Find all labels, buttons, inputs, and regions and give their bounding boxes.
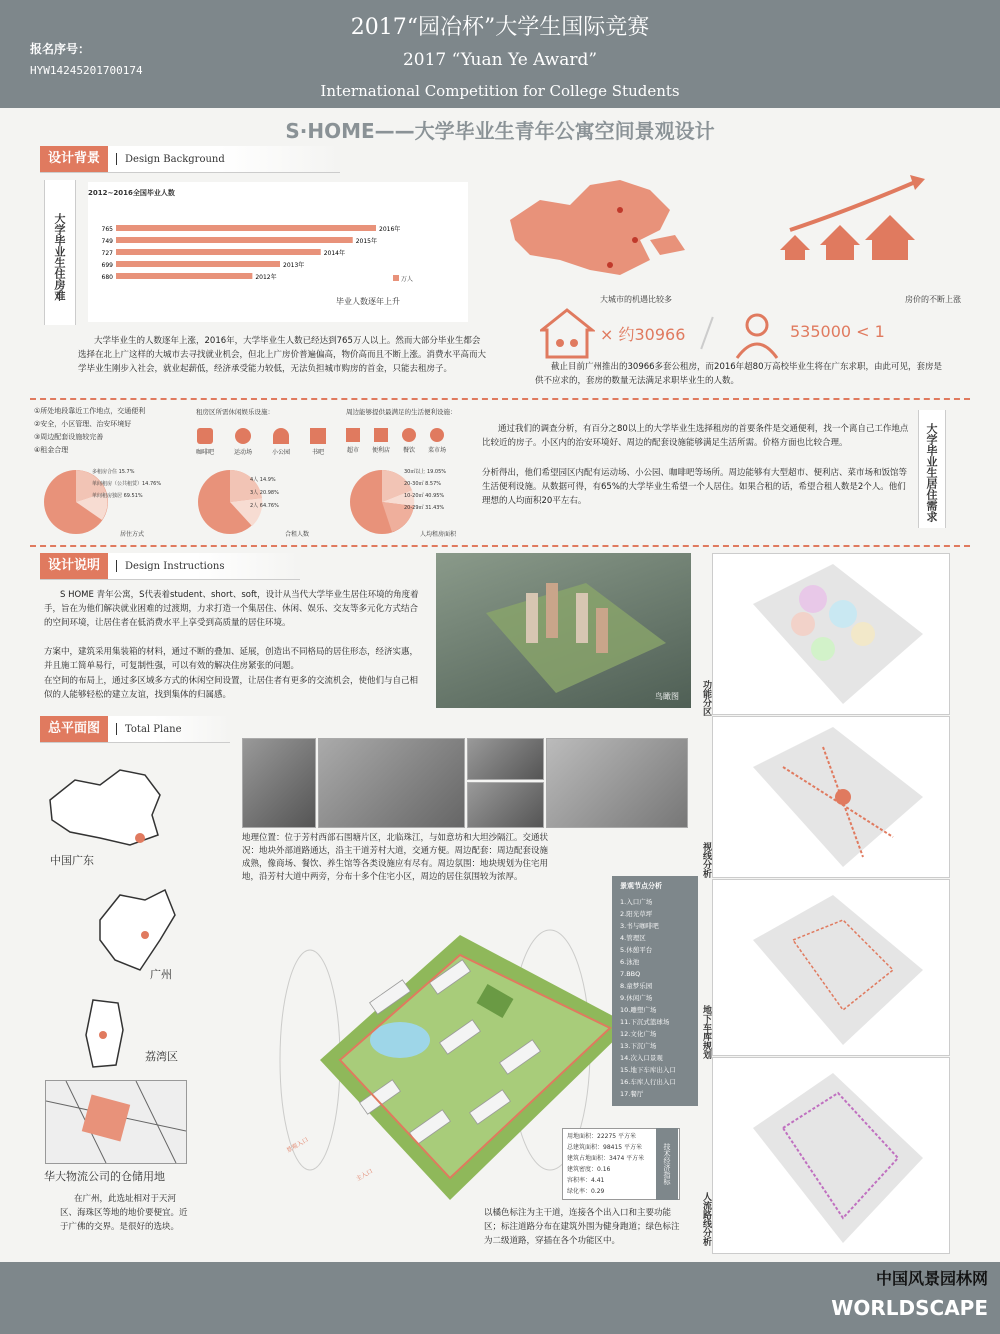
survey-item: ②安全，小区管理、治安环境好 <box>34 420 132 428</box>
legend-item: 5.休憩平台 <box>620 946 653 954</box>
bar-2013年 <box>116 261 280 267</box>
store-icon: 便利店 <box>372 428 390 454</box>
divider <box>116 153 117 165</box>
coffee-icon: 咖啡吧 <box>196 428 214 456</box>
legend-title: 景观节点分析 <box>620 882 662 890</box>
instructions-paragraph-1: S HOME 青年公寓，S代表着student、short、soft，设计从当代大学毕业生居住环境的角度着手，旨在为他们解决就业困难的过渡期，力求打造一个集居住、休闲、娱乐、交友等多元化方式结合的空间环境，让居住者在低消费水平上享受到高质量的居住环境。 <box>44 590 419 628</box>
survey-paragraph-1: 通过我们的调查分析，有百分之80以上的大学毕业生选择租房的首要条件是交通便利，找一个离自己工作地点比较近的房子。小区内的治安环境好、周边的配套设施能够满足生活所需。价格方面也比较合理。 <box>482 424 909 448</box>
legend-item: 10.雕塑广场 <box>620 1006 657 1014</box>
map-caption: 大城市的机遇比较多 <box>600 295 672 304</box>
divider <box>116 723 117 735</box>
econ-item: 容积率：4.41 <box>567 1177 605 1184</box>
gate-label-landscape: 景观入口 <box>285 1136 310 1155</box>
legend-item: 4.管理区 <box>620 934 646 942</box>
section-subtitle: Design Background <box>125 153 225 165</box>
side-label-needs: 大学毕业生居住需求 <box>918 410 946 528</box>
bar-category-label: 2015年 <box>355 238 378 245</box>
site-photo-2 <box>318 738 465 828</box>
map-label-guangzhou: 广州 <box>150 968 172 981</box>
bar-value-label: 727 <box>101 250 113 257</box>
analysis-panel-function <box>712 553 950 715</box>
divider <box>116 560 117 572</box>
food-icon: 餐饮 <box>402 428 416 454</box>
side-label-housing: 大学毕业生住房难 <box>44 180 76 325</box>
bar-2016年 <box>116 225 376 231</box>
stat-rentals: × 约30966 <box>600 325 686 344</box>
bg-paragraph-2: 截止目前广州推出的30966多套公租房，而2016年超80万高校毕业生将在广东求职，由此可见，套房是供不应求的，套房的数量无法满足求职毕业生的人数。 <box>535 362 942 386</box>
roads-paragraph: 以橘色标注为主干道，连接各个出入口和主要功能区；标注道路分布在建筑外围为健身跑道；绿色标注为二级道路，穿插在各个功能区中。 <box>484 1208 680 1246</box>
site-photo-5 <box>546 738 688 828</box>
header-banner <box>0 0 1000 108</box>
map-label-site: 华大物流公司的仓储用地 <box>44 1170 165 1183</box>
title-en1: 2017 “Yuan Ye Award” <box>402 50 598 70</box>
reg-number: HYW14245201700174 <box>30 64 143 77</box>
pie2-labels: 4人 14.9% 3人 20.98% 2人 64.76% <box>250 477 279 509</box>
legend-item: 9.休闲广场 <box>620 994 653 1002</box>
section-title: 设计说明 <box>40 553 108 579</box>
pie3-labels: 30㎡以上 19.05% 20-30㎡ 8.57% 10-20㎡ 40.95% 20-29㎡ 31.43% <box>404 469 447 511</box>
econ-item: 用地面积：22275 平方米 <box>567 1133 636 1140</box>
analysis-panel-sight <box>712 716 950 878</box>
chart-legend <box>393 274 413 283</box>
map-label-liwan: 荔湾区 <box>145 1050 178 1063</box>
title-en2: International Competition for College Students <box>320 82 680 100</box>
section-instructions-header <box>40 553 300 580</box>
market-icon: 菜市场 <box>428 428 446 454</box>
econ-item: 绿化率：0.29 <box>567 1188 605 1195</box>
bar-value-label: 765 <box>101 226 113 233</box>
footer-brand-en: WORLDSCAPE <box>831 1296 988 1320</box>
bar-value-label: 699 <box>101 262 113 269</box>
bar-value-label: 749 <box>101 238 113 245</box>
legend-item: 13.下沉广场 <box>620 1042 657 1050</box>
cart-icon: 超市 <box>346 428 360 454</box>
econ-item: 总建筑面积：98415 平方米 <box>567 1144 642 1151</box>
dashed-divider <box>30 398 970 400</box>
econ-item: 建筑密度：0.16 <box>567 1166 611 1173</box>
main-title: S·HOME——大学毕业生青年公寓空间景观设计 <box>285 119 715 143</box>
legend-item: 17.餐厅 <box>620 1090 644 1098</box>
rising-price-icon <box>770 170 940 265</box>
bg-paragraph-1: 大学毕业生的人数逐年上涨，2016年，大学毕业生人数已经达到765万人以上。然而大部分毕业生都会选择在北上广这样的大城市去寻找就业机会，但北上广房价普遍偏高，物价高而且不断上涨。消费水平高而大学毕业生刚步入社会，就业起薪低，经济承受能力较低，无法负担城市购房的首金，只能去租房子。 <box>78 336 487 374</box>
house-icon <box>540 305 595 360</box>
footer-brand-cn: 中国风景园林网 <box>875 1269 988 1288</box>
graduate-icon <box>732 310 782 360</box>
section-background-header <box>40 146 340 173</box>
col3-title: 周边能够提供最满足的生活便利设施： <box>346 408 457 416</box>
reg-label: 报名序号： <box>30 42 91 56</box>
analysis-panel-garage <box>712 879 950 1056</box>
legend-item: 16.车库人行出入口 <box>620 1078 676 1086</box>
price-caption: 房价的不断上涨 <box>905 295 961 304</box>
bar-2014年 <box>116 249 321 255</box>
convenience-icons <box>346 428 446 454</box>
section-plan-header <box>40 716 230 743</box>
park-icon: 小公园 <box>272 428 290 456</box>
analysis-label: 功能分区 <box>701 680 711 716</box>
dashed-divider <box>30 545 970 547</box>
analysis-label: 视线分析 <box>701 842 711 878</box>
instructions-paragraph-2: 方案中，建筑采用集装箱的材料，通过不断的叠加、延展，创造出不同格局的居住形态，经济实惠，并且施工简单易行，可复制性强，可以有效的解决住房紧张的问题。 <box>44 647 419 671</box>
leisure-icons <box>196 428 326 456</box>
landscape-node-legend <box>612 876 698 1106</box>
legend-item: 12.文化广场 <box>620 1030 657 1038</box>
pie1-labels: 多租房合住 15.7% 单间租房（公共租赁）14.76% 单间租房独居 69.51% <box>92 469 162 499</box>
aerial-view-image <box>436 553 691 708</box>
bar-category-label: 2012年 <box>255 274 277 281</box>
bar-category-label: 2014年 <box>323 250 346 257</box>
legend-item: 14.次入口景观 <box>620 1054 663 1062</box>
bar-2012年 <box>116 273 252 279</box>
section-subtitle: Design Instructions <box>125 560 225 572</box>
pie2-caption: 合租人数 <box>285 531 310 538</box>
site-photo-4 <box>467 782 544 828</box>
bar-chart <box>88 222 428 292</box>
bar-category-label: 2016年 <box>379 226 401 233</box>
section-subtitle: Total Plane <box>125 723 182 735</box>
site-photo-3 <box>467 738 544 780</box>
pie3-caption: 人均租房面积 <box>420 531 457 538</box>
legend-item: 1.入口广场 <box>620 898 653 906</box>
survey-list <box>34 405 145 457</box>
china-map-icon <box>500 170 690 290</box>
bar-2015年 <box>116 237 353 243</box>
pie1-caption: 居住方式 <box>120 531 145 538</box>
gate-label-main: 主入口 <box>354 1167 375 1183</box>
liwan-outline-icon <box>78 995 138 1075</box>
bar-category-label: 2013年 <box>283 262 305 269</box>
china-outline-icon <box>40 760 170 850</box>
book-icon: 书吧 <box>310 428 326 456</box>
bar-value-label: 680 <box>101 274 113 281</box>
survey-item: ③周边配套设施较完善 <box>34 433 104 441</box>
map-label-guangdong: 中国广东 <box>50 854 94 867</box>
analysis-label: 地下车库规划 <box>701 1005 711 1059</box>
section-title: 总平面图 <box>40 716 108 742</box>
survey-item: ①所处地段靠近工作地点，交通便利 <box>34 407 146 415</box>
title-cn: 2017“园冶杯”大学生国际竞赛 <box>350 15 650 40</box>
legend-item: 6.泳池 <box>620 958 640 966</box>
site-paragraph: 在广州，此选址相对于天河区、海珠区等地的地价要便宜。近于广佛的交界。是很好的选块。 <box>60 1194 188 1232</box>
analysis-label: 人流路线分析 <box>701 1192 711 1246</box>
legend-unit: 万人 <box>400 276 413 283</box>
divider <box>700 317 714 350</box>
aerial-caption: 鸟瞰图 <box>655 692 679 701</box>
site-map <box>45 1080 187 1164</box>
site-photo-1 <box>242 738 316 828</box>
location-paragraph: 地理位置：位于芳村西部石围塘片区，北临珠江，与如意坊和大坦沙隔江。交通状况：地块外部道路通达，沿主干道芳村大道，交通方便。周边配套：周边配套设施成熟，像商场、餐饮、养生馆等各类设施应有尽有。周边氛围：地块规划为住宅用地，沿芳村大道中两旁，分布十多个住宅小区，周边的居住氛围较为浓厚。 <box>242 833 549 882</box>
legend-item: 3.书与咖啡吧 <box>620 922 659 930</box>
chart-panel <box>88 182 468 322</box>
footer <box>0 1262 1000 1334</box>
survey-paragraph-2: 分析得出，他们希望园区内配有运动场、小公园、咖啡吧等场所。周边能够有大型超市、便利店、菜市场和饭馆等生活便利设施。从数据可得，有65%的大学毕业生希望一个人居住。如果合租的话，希望合租人数是2个人。他们理想的人均面积20平左右。 <box>482 468 908 506</box>
econ-title: 技术经济指标 <box>656 1128 678 1200</box>
legend-list <box>620 896 690 1100</box>
col2-title: 租房区所需休闲娱乐设施： <box>196 408 274 416</box>
instructions-paragraph-3: 在空间的布局上，通过多区域多方式的休闲空间设置，让居住者有更多的交流机会，使他们与自己相似的人能够轻松的建立友谊，找到集体的归属感。 <box>44 676 419 700</box>
guangdong-outline-icon <box>90 880 180 980</box>
section-title: 设计背景 <box>40 146 108 172</box>
survey-item: ④租金合理 <box>34 446 69 454</box>
legend-item: 15.地下车库出入口 <box>620 1066 676 1074</box>
stat-graduates: 535000 < 1 <box>790 322 885 341</box>
legend-item: 7.BBQ <box>620 970 641 978</box>
chart-title: 2012~2016全国毕业人数 <box>88 189 175 197</box>
chart-caption: 毕业人数逐年上升 <box>336 297 400 306</box>
sport-icon: 运动场 <box>234 428 252 456</box>
legend-item: 11.下沉式篮球场 <box>620 1018 670 1026</box>
econ-item: 建筑占地面积：3474 平方米 <box>567 1155 645 1162</box>
legend-item: 8.童梦乐园 <box>620 982 653 990</box>
analysis-panel-flow <box>712 1057 950 1254</box>
legend-item: 2.阳光草坪 <box>620 910 653 918</box>
